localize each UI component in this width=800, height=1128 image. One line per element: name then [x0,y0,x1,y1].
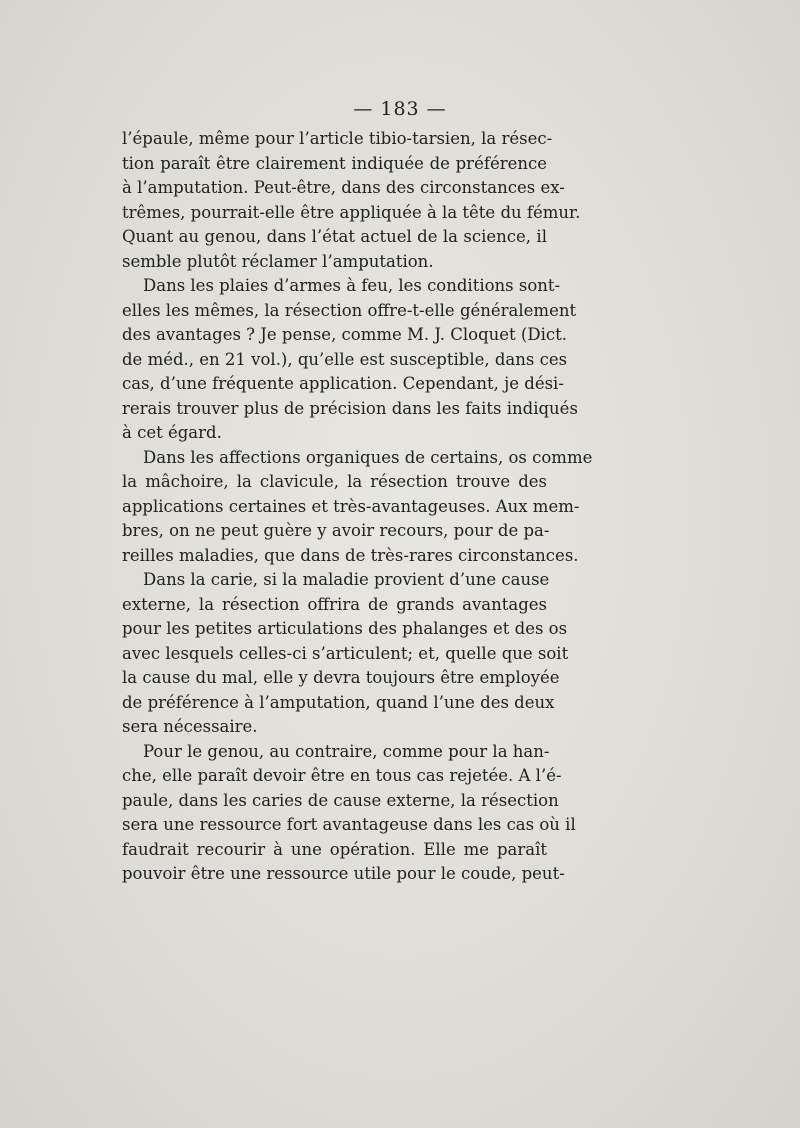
text-line: semble plutôt réclamer l’amputation. [122,251,434,271]
paragraph-3 [122,446,593,569]
text-line: applications certaines et très-avantageuses. Aux mem- [122,496,580,516]
text-line: paule, dans les caries de cause externe, la résection [122,790,559,810]
text-line: reilles maladies, que dans de très-rares circonstances. [122,545,579,565]
text-line: pouvoir être une ressource utile pour le coude, peut- [122,864,565,883]
text-line: tion paraît être clairement indiquée de préférence [122,153,547,173]
text-line: che, elle paraît devoir être en tous cas rejetée. A l’é- [122,766,562,785]
text-line: Pour le genou, au contraire, comme pour la han- [143,741,550,761]
text-line: Dans les affections organiques de certains, os comme [143,447,593,467]
text-line: sera une ressource fort avantageuse dans les cas où il [122,815,576,834]
paragraph-4 [122,568,569,740]
text-line: cas, d’une fréquente application. Cependant, je dési- [122,374,564,393]
text-line: des avantages ? Je pense, comme M. J. Cloquet (Dict. [122,325,567,344]
paragraph-2 [122,274,578,446]
text-line: elles les mêmes, la résection offre-t-elle généralement [122,300,577,320]
text-line: faudrait recourir à une opération. Elle me paraît [122,839,547,859]
text-line: la mâchoire, la clavicule, la résection trouve des [122,472,547,491]
paragraph-5 [122,740,576,887]
text-line: l’épaule, même pour l’article tibio-tarsien, la résec- [122,129,553,148]
body-text [122,127,593,887]
text-line: pour les petites articulations des phalanges et des os [122,619,568,638]
text-line: Quant au genou, dans l’état actuel de la science, il [122,227,547,246]
page-number: — 183 — [353,98,447,120]
paragraph-1 [122,127,581,274]
text-line: sera nécessaire. [122,717,258,736]
text-line: avec lesquels celles-ci s’articulent; et, quelle que soit [122,643,569,663]
text-line: à cet égard. [122,423,222,442]
text-line: de préférence à l’amputation, quand l’une des deux [122,692,555,712]
text-line: externe, la résection offrira de grands avantages [122,594,547,614]
text-line: à l’amputation. Peut-être, dans des circonstances ex- [122,178,565,197]
text-line: de méd., en 21 vol.), qu’elle est susceptible, dans ces [122,349,568,369]
text-line: Dans la carie, si la maladie provient d’une cause [143,570,550,589]
text-line: la cause du mal, elle y devra toujours être employée [122,668,560,687]
text-line: Dans les plaies d’armes à feu, les conditions sont- [143,276,561,295]
text-line: bres, on ne peut guère y avoir recours, pour de pa- [122,521,550,540]
text-line: rerais trouver plus de précision dans les faits indiqués [122,398,578,418]
text-line: trêmes, pourrait-elle être appliquée à la tête du fémur. [122,202,581,222]
